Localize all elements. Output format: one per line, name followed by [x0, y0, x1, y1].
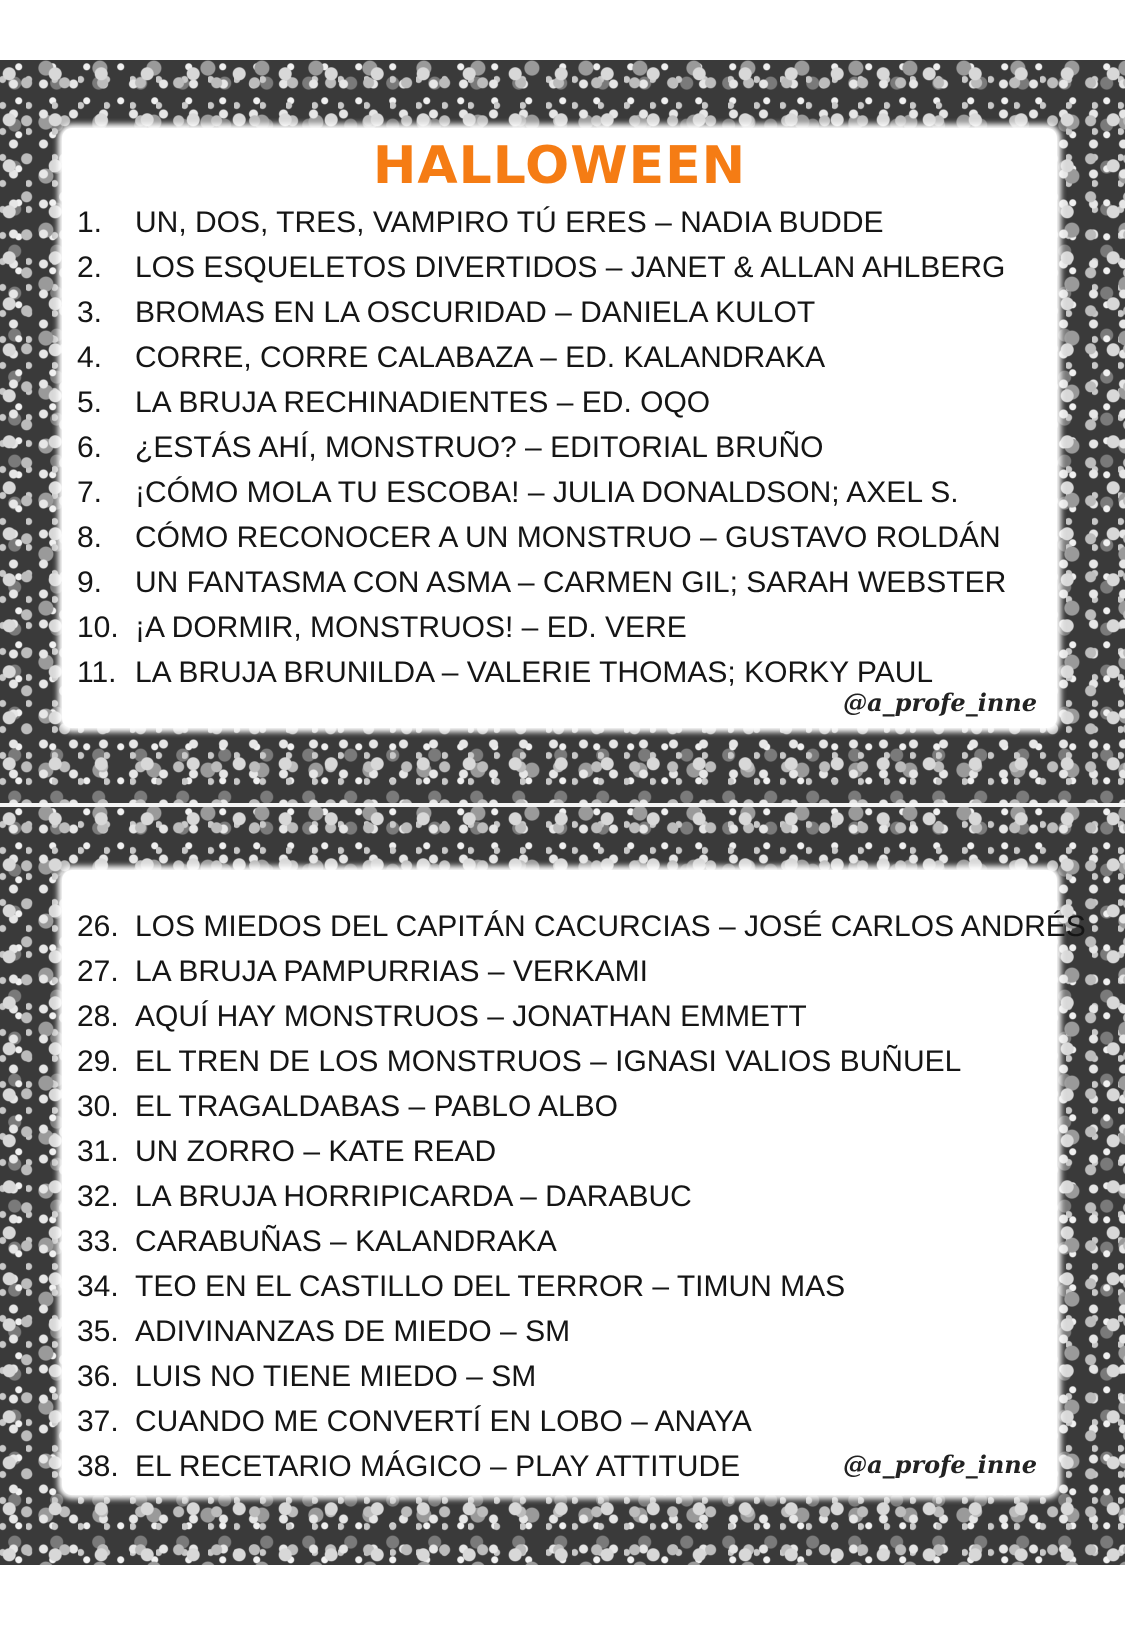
- book-list-item: [77, 386, 1006, 431]
- book-list-card-top: [62, 128, 1057, 728]
- book-title-author: ¡A DORMIR, MONSTRUOS! – ED. VERE: [135, 611, 687, 644]
- book-list-item: [77, 296, 1006, 341]
- book-list-item: [77, 955, 1086, 1000]
- item-number: 35.: [77, 1315, 119, 1348]
- item-number: 3.: [77, 296, 103, 329]
- book-list-item: [77, 1000, 1086, 1045]
- book-list-item: [77, 1405, 1086, 1450]
- book-title-author: UN, DOS, TRES, VAMPIRO TÚ ERES – NADIA BUDDE: [135, 206, 884, 239]
- book-title-author: LOS ESQUELETOS DIVERTIDOS – JANET & ALLAN AHLBERG: [135, 251, 1006, 284]
- item-number: 4.: [77, 341, 103, 374]
- item-number: 28.: [77, 1000, 119, 1033]
- book-list-item: [77, 521, 1006, 566]
- card-divider: [0, 803, 1125, 807]
- book-title-author: TEO EN EL CASTILLO DEL TERROR – TIMUN MAS: [135, 1270, 846, 1303]
- book-list-item: [77, 910, 1086, 955]
- book-list-item: [77, 1180, 1086, 1225]
- book-title-author: EL TREN DE LOS MONSTRUOS – IGNASI VALIOS BUÑUEL: [135, 1045, 962, 1078]
- book-title-author: CORRE, CORRE CALABAZA – ED. KALANDRAKA: [135, 341, 826, 374]
- book-list-item: [77, 1315, 1086, 1360]
- book-list-top: [77, 206, 1006, 701]
- book-list-item: [77, 1090, 1086, 1135]
- book-list-item: [77, 1270, 1086, 1315]
- item-number: 7.: [77, 476, 103, 509]
- book-title-author: ¿ESTÁS AHÍ, MONSTRUO? – EDITORIAL BRUÑO: [135, 431, 824, 464]
- book-list-item: [77, 1135, 1086, 1180]
- item-number: 32.: [77, 1180, 119, 1213]
- book-title-author: CUANDO ME CONVERTÍ EN LOBO – ANAYA: [135, 1405, 752, 1438]
- book-list-bottom: [77, 910, 1086, 1495]
- item-number: 30.: [77, 1090, 119, 1123]
- book-title-author: CARABUÑAS – KALANDRAKA: [135, 1225, 557, 1258]
- book-list-item: [77, 206, 1006, 251]
- author-handle: @a_profe_inne: [843, 688, 1037, 717]
- book-list-item: [77, 566, 1006, 611]
- item-number: 6.: [77, 431, 103, 464]
- item-number: 31.: [77, 1135, 119, 1168]
- item-number: 11.: [77, 656, 117, 689]
- item-number: 37.: [77, 1405, 119, 1438]
- book-title-author: BROMAS EN LA OSCURIDAD – DANIELA KULOT: [135, 296, 816, 329]
- item-number: 33.: [77, 1225, 119, 1258]
- book-list-item: [77, 1360, 1086, 1405]
- book-title-author: LA BRUJA RECHINADIENTES – ED. OQO: [135, 386, 711, 419]
- book-list-item: [77, 1225, 1086, 1270]
- book-title-author: EL RECETARIO MÁGICO – PLAY ATTITUDE: [135, 1450, 741, 1483]
- book-list-item: [77, 431, 1006, 476]
- book-title-author: UN ZORRO – KATE READ: [135, 1135, 497, 1168]
- item-number: 2.: [77, 251, 103, 284]
- item-number: 27.: [77, 955, 119, 988]
- book-title-author: AQUÍ HAY MONSTRUOS – JONATHAN EMMETT: [135, 1000, 807, 1033]
- book-title-author: EL TRAGALDABAS – PABLO ALBO: [135, 1090, 619, 1123]
- item-number: 38.: [77, 1450, 119, 1483]
- book-title-author: ¡CÓMO MOLA TU ESCOBA! – JULIA DONALDSON; AXEL S.: [135, 476, 959, 509]
- book-title-author: LA BRUJA BRUNILDA – VALERIE THOMAS; KORKY PAUL: [135, 656, 934, 689]
- item-number: 34.: [77, 1270, 119, 1303]
- item-number: 1.: [77, 206, 103, 239]
- book-title-author: LA BRUJA HORRIPICARDA – DARABUC: [135, 1180, 692, 1213]
- item-number: 9.: [77, 566, 103, 599]
- item-number: 26.: [77, 910, 119, 943]
- item-number: 36.: [77, 1360, 119, 1393]
- book-title-author: LOS MIEDOS DEL CAPITÁN CACURCIAS – JOSÉ CARLOS ANDRÉS: [135, 910, 1086, 943]
- book-title-author: UN FANTASMA CON ASMA – CARMEN GIL; SARAH WEBSTER: [135, 566, 1007, 599]
- book-list-item: [77, 251, 1006, 296]
- book-list-item: [77, 1045, 1086, 1090]
- book-title-author: LUIS NO TIENE MIEDO – SM: [135, 1360, 537, 1393]
- book-title-author: LA BRUJA PAMPURRIAS – VERKAMI: [135, 955, 648, 988]
- book-list-item: [77, 611, 1006, 656]
- author-handle: @a_profe_inne: [843, 1450, 1037, 1479]
- item-number: 29.: [77, 1045, 119, 1078]
- book-list-item: [77, 341, 1006, 386]
- book-list-item: [77, 476, 1006, 521]
- book-title-author: CÓMO RECONOCER A UN MONSTRUO – GUSTAVO ROLDÁN: [135, 521, 1001, 554]
- item-number: 8.: [77, 521, 103, 554]
- book-title-author: ADIVINANZAS DE MIEDO – SM: [135, 1315, 571, 1348]
- item-number: 5.: [77, 386, 103, 419]
- book-list-card-bottom: [62, 870, 1086, 1495]
- page-title: HALLOWEEN: [372, 136, 747, 196]
- item-number: 10.: [77, 611, 119, 644]
